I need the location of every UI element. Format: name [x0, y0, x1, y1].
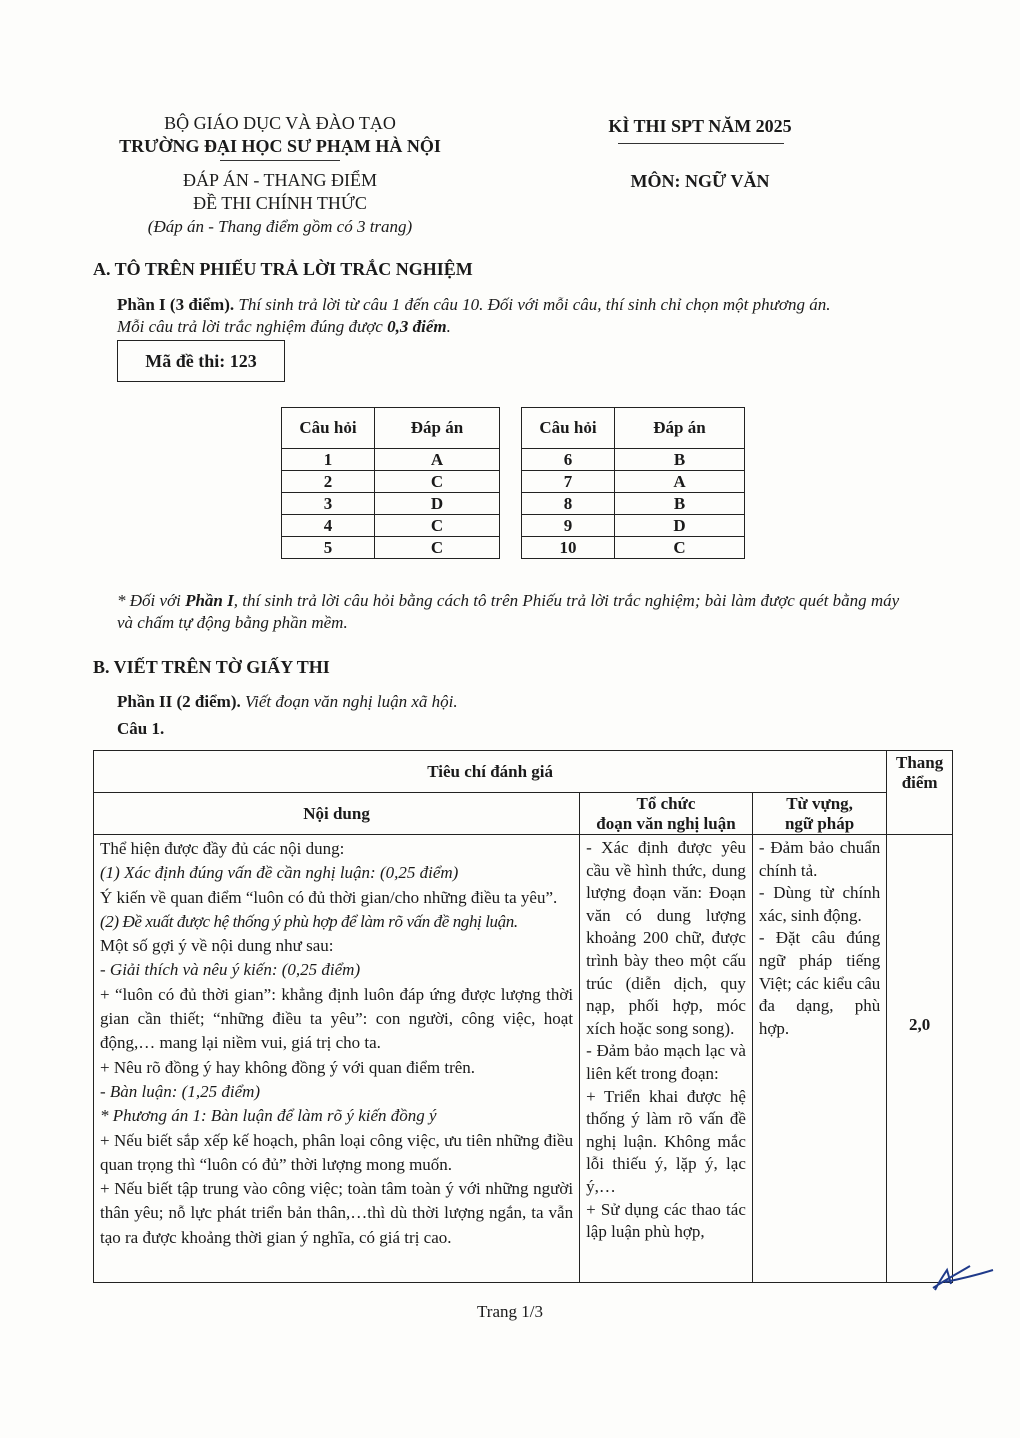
answer-table-right: [521, 407, 745, 559]
answer-letter: C: [375, 471, 500, 493]
content-line: (1) Xác định đúng vấn đề cần nghị luận: (0,25 điểm): [100, 863, 459, 883]
question-number: 2: [282, 471, 375, 493]
question-number: 1: [282, 449, 375, 471]
col-answer-header: Đáp án: [375, 408, 500, 449]
subject-title: MÔN: NGỮ VĂN: [630, 171, 770, 191]
score-text-a: Mỗi câu trả lời trắc nghiệm đúng được: [117, 317, 388, 336]
vocabulary-line: - Đảm bảo chuẩn chính tả.: [758, 838, 881, 880]
part-1-note: [117, 590, 917, 634]
content-line: Một số gợi ý về nội dung như sau:: [100, 936, 334, 956]
content-line: + “luôn có đủ thời gian”: khẳng định luôn đáp ứng được lượng thời gian cần thiết; “những điều ta yêu”: con người, công việc, hoạt động,… mang lại niềm vui, giá trị cho ta.: [100, 984, 574, 1053]
note-part-label: Phần I: [185, 591, 234, 610]
question-number: 10: [522, 537, 615, 559]
question-number: 7: [522, 471, 615, 493]
score-header: Thang điểm: [887, 751, 953, 835]
rubric-subheader-row: [94, 793, 953, 835]
table-row: [522, 537, 745, 559]
organization-line: - Xác định được yêu cầu về hình thức, dung lượng đoạn văn: Đoạn văn có dung lượng khoảng 200 chữ, được trình bày theo một cấu trúc (diễn dịch, quy nạp, phối hợp, móc xích hoặc song song).: [586, 838, 746, 1038]
answer-letter: D: [615, 515, 745, 537]
section-a-title: A. TÔ TRÊN PHIẾU TRẢ LỜI TRẮC NGHIỆM: [93, 259, 473, 279]
content-line: Ý kiến về quan điểm “luôn có đủ thời gian/cho những điều ta yêu”.: [100, 887, 558, 907]
table-row: [522, 515, 745, 537]
question-number: 5: [282, 537, 375, 559]
pages-note: (Đáp án - Thang điểm gồm có 3 trang): [147, 217, 413, 236]
table-row: [282, 449, 500, 471]
answer-letter: B: [615, 493, 745, 515]
question-number: 9: [522, 515, 615, 537]
answer-letter: C: [375, 515, 500, 537]
part-2-instructions: [117, 691, 458, 713]
table-row: [522, 493, 745, 515]
doc-type: ĐÁP ÁN - THANG ĐIỂM: [183, 170, 377, 190]
organization-cell: [580, 835, 753, 1283]
table-row: [282, 471, 500, 493]
answer-table-header: [522, 408, 745, 449]
question-label: Câu 1.: [117, 719, 165, 738]
answer-table-header: [282, 408, 500, 449]
table-row: [522, 449, 745, 471]
content-line: + Nêu rõ đồng ý hay không đồng ý với quan điểm trên.: [100, 1057, 476, 1077]
col-question-header: Câu hỏi: [282, 408, 375, 449]
header-left: [90, 112, 470, 238]
organization-line: + Triển khai được hệ thống ý làm rõ vấn đề nghị luận. Không mắc lỗi thiếu ý, lặp ý, lạc ý,…: [586, 1086, 746, 1196]
vocabulary-header-line-2: ngữ pháp: [784, 813, 855, 833]
vocabulary-line: - Dùng từ chính xác, sinh động.: [758, 883, 881, 925]
header-divider: [220, 160, 340, 161]
section-b-title: B. VIẾT TRÊN TỜ GIẤY THI: [93, 657, 330, 677]
score-value-cell: 2,0: [909, 1015, 931, 1034]
rubric-table: [93, 750, 953, 1283]
organization-header-line-1: Tổ chức: [636, 793, 696, 813]
content-line: + Nếu biết sắp xếp kế hoạch, phân loại công việc, ưu tiên những điều quan trọng thì “luôn có đủ” thời lượng mong muốn.: [100, 1130, 574, 1174]
score-text-b: .: [446, 317, 451, 336]
vocabulary-cell: [752, 835, 886, 1283]
col-question-header: Câu hỏi: [522, 408, 615, 449]
note-text-c: , thí sinh trả lời câu hỏi bằng cách tô trên Phiếu trả lời trắc nghiệm; bài làm được quét bằng máy và chấm tự động bằng phần mềm.: [117, 591, 900, 632]
answer-letter: D: [375, 493, 500, 515]
university-name: TRƯỜNG ĐẠI HỌC SƯ PHẠM HÀ NỘI: [119, 136, 441, 156]
ministry-name: BỘ GIÁO DỤC VÀ ĐÀO TẠO: [164, 113, 396, 133]
score-cell: [887, 835, 953, 1283]
table-row: [282, 493, 500, 515]
answer-letter: A: [375, 449, 500, 471]
content-line: + Nếu biết tập trung vào công việc; toàn tâm toàn ý với những người thân yêu; nỗ lực phát triển bản thân,…thì dù thời lượng ngắn, ta vẫn tạo ra được khoảng thời gian ý nghĩa, có giá trị cao.: [100, 1179, 574, 1247]
exam-title-underline: [618, 143, 784, 144]
exam-title: KÌ THI SPT NĂM 2025: [608, 116, 792, 136]
question-number: 6: [522, 449, 615, 471]
signature-mark: [925, 1258, 1000, 1298]
page-number: Trang 1/3: [477, 1302, 543, 1321]
content-line: Thể hiện được đầy đủ các nội dung:: [100, 839, 345, 858]
rubric-header-row: [94, 751, 953, 793]
organization-header: [580, 793, 753, 835]
answer-table-left: [281, 407, 500, 559]
content-line: * Phương án 1: Bàn luận để làm rõ ý kiến đồng ý: [100, 1106, 437, 1126]
content-cell: [94, 835, 580, 1283]
vocabulary-line: - Đặt câu đúng ngữ pháp tiếng Việt; các kiểu câu đa dạng, phù hợp.: [758, 928, 881, 1038]
criteria-header: Tiêu chí đánh giá: [94, 751, 887, 793]
exam-code-box: Mã đề thi: 123: [117, 340, 285, 382]
answer-letter: C: [615, 537, 745, 559]
table-row: [282, 515, 500, 537]
table-row: [282, 537, 500, 559]
answer-letter: C: [375, 537, 500, 559]
official-label: ĐỀ THI CHÍNH THỨC: [193, 193, 367, 213]
question-number: 8: [522, 493, 615, 515]
question-number: 4: [282, 515, 375, 537]
organization-line: + Sử dụng các thao tác lập luận phù hợp,: [586, 1199, 746, 1242]
rubric-body-row: [94, 835, 953, 1283]
content-line: - Giải thích và nêu ý kiến: (0,25 điểm): [100, 960, 361, 980]
vocabulary-header: [752, 793, 886, 835]
question-number: 3: [282, 493, 375, 515]
part-1-instructions: [117, 294, 937, 338]
vocabulary-header-line-1: Từ vựng,: [786, 793, 853, 813]
part-2-label: Phần II (2 điểm).: [117, 692, 241, 711]
part-2-text: Viết đoạn văn nghị luận xã hội.: [240, 692, 458, 711]
answer-letter: B: [615, 449, 745, 471]
answer-letter: A: [615, 471, 745, 493]
content-header: Nội dung: [94, 793, 580, 835]
part-1-text: Thí sinh trả lời từ câu 1 đến câu 10. Đối với mỗi câu, thí sinh chỉ chọn một phương án.: [234, 295, 831, 314]
organization-header-line-2: đoạn văn nghị luận: [596, 813, 736, 833]
content-line: - Bàn luận: (1,25 điểm): [100, 1081, 261, 1101]
table-row: [522, 471, 745, 493]
note-text-a: * Đối với: [117, 591, 186, 610]
part-1-label: Phần I (3 điểm).: [117, 295, 235, 314]
content-line: (2) Đề xuất được hệ thống ý phù hợp để làm rõ vấn đề nghị luận.: [100, 911, 518, 931]
col-answer-header: Đáp án: [615, 408, 745, 449]
organization-line: - Đảm bảo mạch lạc và liên kết trong đoạn:: [586, 1041, 746, 1083]
score-value: 0,3 điểm: [387, 317, 447, 336]
